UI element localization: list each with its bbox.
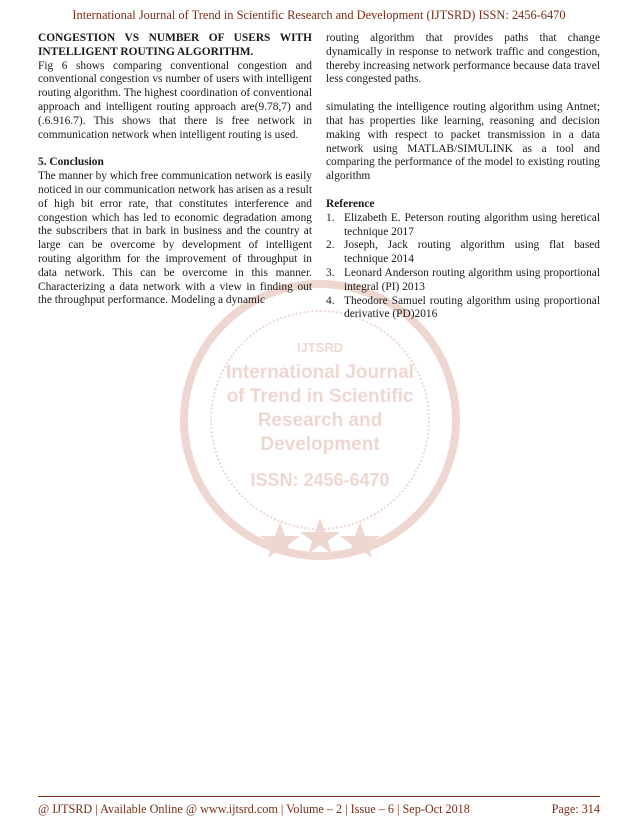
watermark-line-2: of Trend in Scientific [226,386,414,407]
reference-number: 4. [326,294,335,307]
reference-text: Theodore Samuel routing algorithm using proportional derivative (PD)2016 [344,294,600,321]
page-number: Page: 314 [551,802,600,816]
watermark-seal-inner-ring [210,310,430,530]
watermark-stars-icon [260,518,380,558]
reference-heading: Reference [326,197,375,210]
reference-number: 3. [326,266,335,279]
watermark-acronym: IJTSRD [296,340,344,355]
journal-watermark [120,290,520,590]
watermark-line-1: International Journal [226,362,414,383]
section-heading: CONGESTION VS NUMBER OF USERS WITH INTELLIGENT ROUTING ALGORITHM. [38,32,312,58]
reference-item [326,212,600,240]
watermark-line-4: Development [260,434,380,455]
reference-number: 2. [326,239,335,252]
reference-item [326,239,600,267]
left-column [38,32,312,308]
page-footer [38,796,600,817]
watermark-line-3: Research and [257,410,383,431]
right-column [326,32,600,322]
journal-header: International Journal of Trend in Scientific Research and Development (IJTSRD) ISSN: 2456-6470 [72,8,566,22]
conclusion-heading: 5. Conclusion [38,156,104,169]
watermark-issn: ISSN: 2456-6470 [250,470,390,490]
conclusion-paragraph: The manner by which free communication network is easily noticed in our communication network has arisen as a result of high bit error rate, that constitutes interference and congestion which has led to economic degradation among the subscribers that in bark in business and the country at large can be overcome by development of intelligent routing algorithm for the improvement of throughput in data network. This can be overcome in this manner. Characterizing a data network with a view in finding out the throughput performance. Modeling a dynamic [38,170,312,307]
footer-citation: @ IJTSRD | Available Online @ www.ijtsrd.com | Volume – 2 | Issue – 6 | Sep-Oct 2018 [38,802,470,816]
reference-text: Elizabeth E. Peterson routing algorithm using heretical technique 2017 [344,211,600,238]
reference-list [326,212,600,322]
reference-number: 1. [326,211,335,224]
reference-text: Joseph, Jack routing algorithm using flat based technique 2014 [344,239,600,266]
results-paragraph: Fig 6 shows comparing conventional congestion and conventional congestion vs number of users with intelligent routing algorithm. The highest coordination of conventional approach and intelligent routing approach are(9.78,7) and (.6.916.7). This shows that there is free network in communication network when intelligent routing is used. [38,59,312,141]
simulation-paragraph: simulating the intelligence routing algorithm using Antnet; that has properties like learning, reasoning and decision making with respect to packet transmission in a data network using MATLAB/SIMULINK as a tool and comparing the performance of the model to existing routing algorithm [326,101,600,183]
reference-text: Leonard Anderson routing algorithm using proportional integral (PI) 2013 [344,266,600,293]
reference-item [326,295,600,323]
reference-item [326,267,600,295]
continued-paragraph: routing algorithm that provides paths that change dynamically in response to network traffic and congestion, thereby increasing network performance because data travel less congested paths. [326,32,600,86]
